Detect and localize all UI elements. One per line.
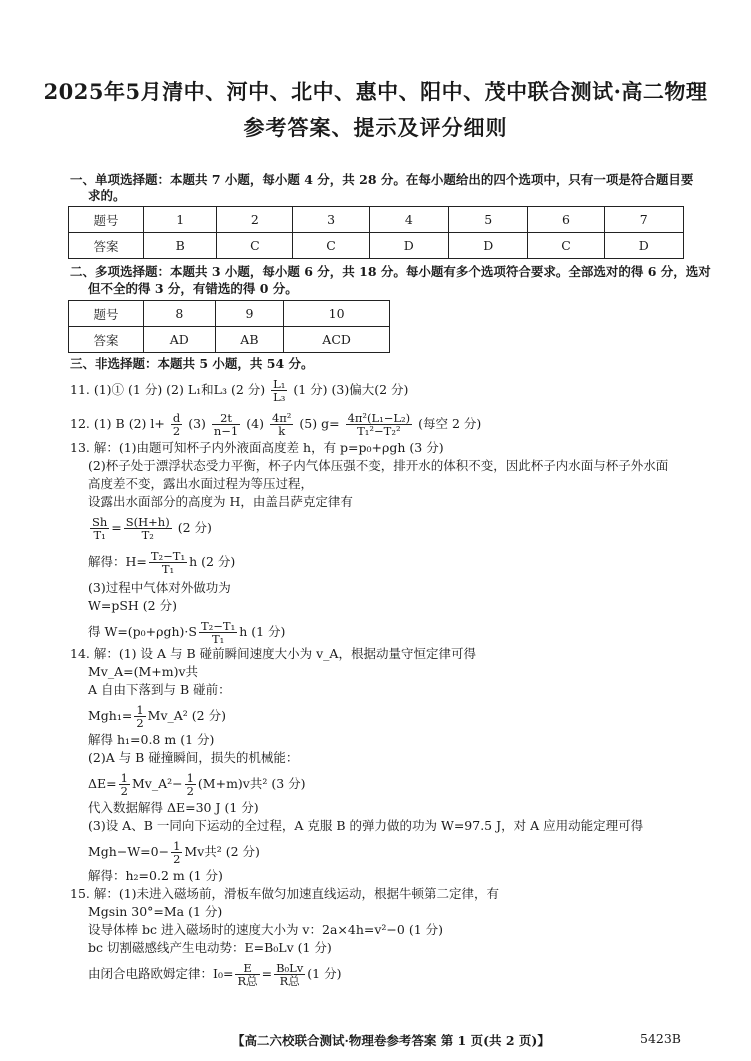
answer-q13-line5: (3)过程中气体对外做功为: [88, 580, 231, 595]
question-number: 3: [293, 207, 369, 233]
answer-q14-line6: 代入数据解得 ΔE=30 J (1 分): [88, 800, 259, 815]
answer-q15-line3: 设导体棒 bc 进入磁场时的速度大小为 v：2a×4h=v²−0 (1 分): [88, 922, 443, 937]
question-number: 2: [217, 207, 293, 233]
section3-heading: 三、非选择题：本题共 5 小题，共 54 分。: [70, 356, 314, 371]
table-row: [69, 301, 390, 327]
fraction: $\frac{S(H+h)}{\text{T₂}}$: [125, 515, 170, 542]
answer-cell: AB: [215, 327, 284, 353]
fraction: $\frac{1}{2}$: [186, 771, 194, 798]
answer-cell: C: [528, 233, 604, 259]
answer-q14-line5: (2)A 与 B 碰撞瞬间，损失的机械能：: [88, 750, 299, 765]
fraction: $\frac{1}{2}$: [173, 839, 181, 866]
answer-q14-line3: A 自由下落到与 B 碰前：: [88, 682, 231, 697]
fraction: $\frac{1}{2}$: [136, 703, 144, 730]
page-subtitle: 参考答案、提示及评分细则: [243, 115, 508, 140]
answer-q13-line4: 设露出水面部分的高度为 H，由盖吕萨克定律有: [88, 494, 353, 509]
answer-q14-line8: 解得：h₂=0.2 m (1 分): [88, 868, 223, 883]
section2-heading: 二、多项选择题：本题共 3 小题，每小题 6 分，共 18 分。每小题有多个选项符合要求。全部选对的得 6 分，选对: [70, 264, 711, 279]
row-label-answer: 答案: [69, 233, 144, 259]
answer-q12: 12. (1) B (2) l+ $\frac{d}{2}$ (3) $\frac{2t}{n-1}$ (4) $\frac{\text{4π²}}{k}$ (5) g= $\frac{\text{4π²(L₁−L₂)}}{\text{T₁²−T₂²}}$ (每空 2 分): [70, 411, 482, 438]
answer-cell: D: [369, 233, 448, 259]
answer-q13-line3: 高度差不变，露出水面过程为等压过程，: [88, 476, 314, 491]
answer-q14-line7: (3)设 A、B 一同向下运动的全过程，A 克服 B 的弹力做的功为 W=97.5 J，对 A 应用动能定理可得: [88, 818, 644, 833]
answer-q14-line1: 14. 解：(1) 设 A 与 B 碰前瞬间速度大小为 v_A，根据动量守恒定律可得: [70, 646, 476, 661]
answer-cell: AD: [144, 327, 216, 353]
multiple-choice-answer-table: [68, 300, 390, 353]
answer-cell: ACD: [284, 327, 390, 353]
fraction: $\frac{1}{2}$: [120, 771, 128, 798]
row-label-answer: 答案: [69, 327, 144, 353]
fraction: $\frac{\text{L₁}}{\text{L₃}}$: [273, 377, 286, 404]
answer-q14-eq3: Mgh−W=0− $\frac{1}{2}$ Mv共² (2 分): [88, 839, 260, 866]
fraction: $\frac{\text{4π²(L₁−L₂)}}{\text{T₁²−T₂²}}$: [347, 411, 411, 438]
fraction: $\frac{\text{B₀Lv}}{\text{R总}}$: [276, 961, 304, 988]
row-label-question: 题号: [69, 301, 144, 327]
row-label-question: 题号: [69, 207, 144, 233]
answer-q13-line1: 13. 解：(1)由题可知杯子内外液面高度差 h，有 p=p₀+ρgh (3 分): [70, 440, 444, 455]
section2-heading-cont: 但不全的得 3 分，有错选的得 0 分。: [88, 281, 298, 296]
fraction: $\frac{\text{4π²}}{k}$: [271, 411, 292, 438]
page-footer: 【高二六校联合测试·物理卷参考答案 第 1 页(共 2 页)】: [232, 1033, 550, 1048]
question-number: 8: [144, 301, 216, 327]
answer-cell: C: [217, 233, 293, 259]
fraction: $\frac{\text{T₂−T₁}}{\text{T₁}}$: [150, 549, 186, 576]
question-number: 1: [144, 207, 217, 233]
answer-cell: C: [293, 233, 369, 259]
answer-q15-line2: Mgsin 30°=Ma (1 分): [88, 904, 223, 919]
document-code: 5423B: [640, 1031, 681, 1046]
fraction: $\frac{d}{2}$: [172, 411, 181, 438]
fraction: $\frac{Sh}{\text{T₁}}$: [92, 515, 108, 542]
section1-heading-cont: 求的。: [88, 188, 126, 203]
answer-cell: B: [144, 233, 217, 259]
answer-q13-line6: W=pSH (2 分): [88, 598, 177, 613]
answer-cell: D: [449, 233, 528, 259]
answer-q15-line4: bc 切割磁感线产生电动势：E=B₀Lv (1 分): [88, 940, 332, 955]
answer-cell: D: [604, 233, 683, 259]
question-number: 9: [215, 301, 284, 327]
page-title: 2025年5月清中、河中、北中、惠中、阳中、茂中联合测试·高二物理: [43, 79, 708, 104]
answer-q14-eq2: ΔE= $\frac{1}{2}$ Mv_A²− $\frac{1}{2}$ (M+m)v共² (3 分): [88, 771, 306, 798]
answer-q11: 11. (1)① (1 分) (2) L₁和L₃ (2 分) $\frac{\text{L₁}}{\text{L₃}}$ (1 分) (3)偏大(2 分): [70, 377, 409, 404]
answer-q13-line2: (2)杯子处于漂浮状态受力平衡，杯子内气体压强不变，排开水的体积不变，因此杯子内水面与杯子外水面: [88, 458, 669, 473]
table-row: [69, 207, 684, 233]
question-number: 5: [449, 207, 528, 233]
question-number: 7: [604, 207, 683, 233]
answer-q14-line4: 解得 h₁=0.8 m (1 分): [88, 732, 215, 747]
fraction: $\frac{2t}{n-1}$: [213, 411, 239, 438]
table-row: [69, 233, 684, 259]
fraction: $\frac{\text{T₂−T₁}}{\text{T₁}}$: [200, 619, 236, 646]
answer-q13-eq2: 解得：H= $\frac{\text{T₂−T₁}}{\text{T₁}}$ h (2 分): [88, 549, 236, 576]
answer-q13-eq1: $\frac{Sh}{\text{T₁}}$ = $\frac{S(H+h)}{\text{T₂}}$ (2 分): [92, 515, 212, 542]
question-number: 10: [284, 301, 390, 327]
answer-q15-line1: 15. 解：(1)未进入磁场前，滑板车做匀加速直线运动，根据牛顿第二定律，有: [70, 886, 500, 901]
answer-q13-eq3: 得 W=(p₀+ρgh)·S $\frac{\text{T₂−T₁}}{\text{T₁}}$ h (1 分): [88, 619, 286, 646]
answer-q15-eq1: 由闭合电路欧姆定律：I₀= $\frac{E}{\text{R总}}$ = $\frac{\text{B₀Lv}}{\text{R总}}$ (1 分): [88, 961, 342, 988]
single-choice-answer-table: [68, 206, 684, 259]
answer-q14-line2: Mv_A=(M+m)v共: [88, 664, 199, 679]
fraction: $\frac{E}{\text{R总}}$: [237, 961, 258, 988]
table-row: [69, 327, 390, 353]
answer-q14-eq1: Mgh₁= $\frac{1}{2}$ Mv_A² (2 分): [88, 703, 226, 730]
question-number: 4: [369, 207, 448, 233]
section1-heading: 一、单项选择题：本题共 7 小题，每小题 4 分，共 28 分。在每小题给出的四个选项中，只有一项是符合题目要: [70, 172, 694, 187]
question-number: 6: [528, 207, 604, 233]
